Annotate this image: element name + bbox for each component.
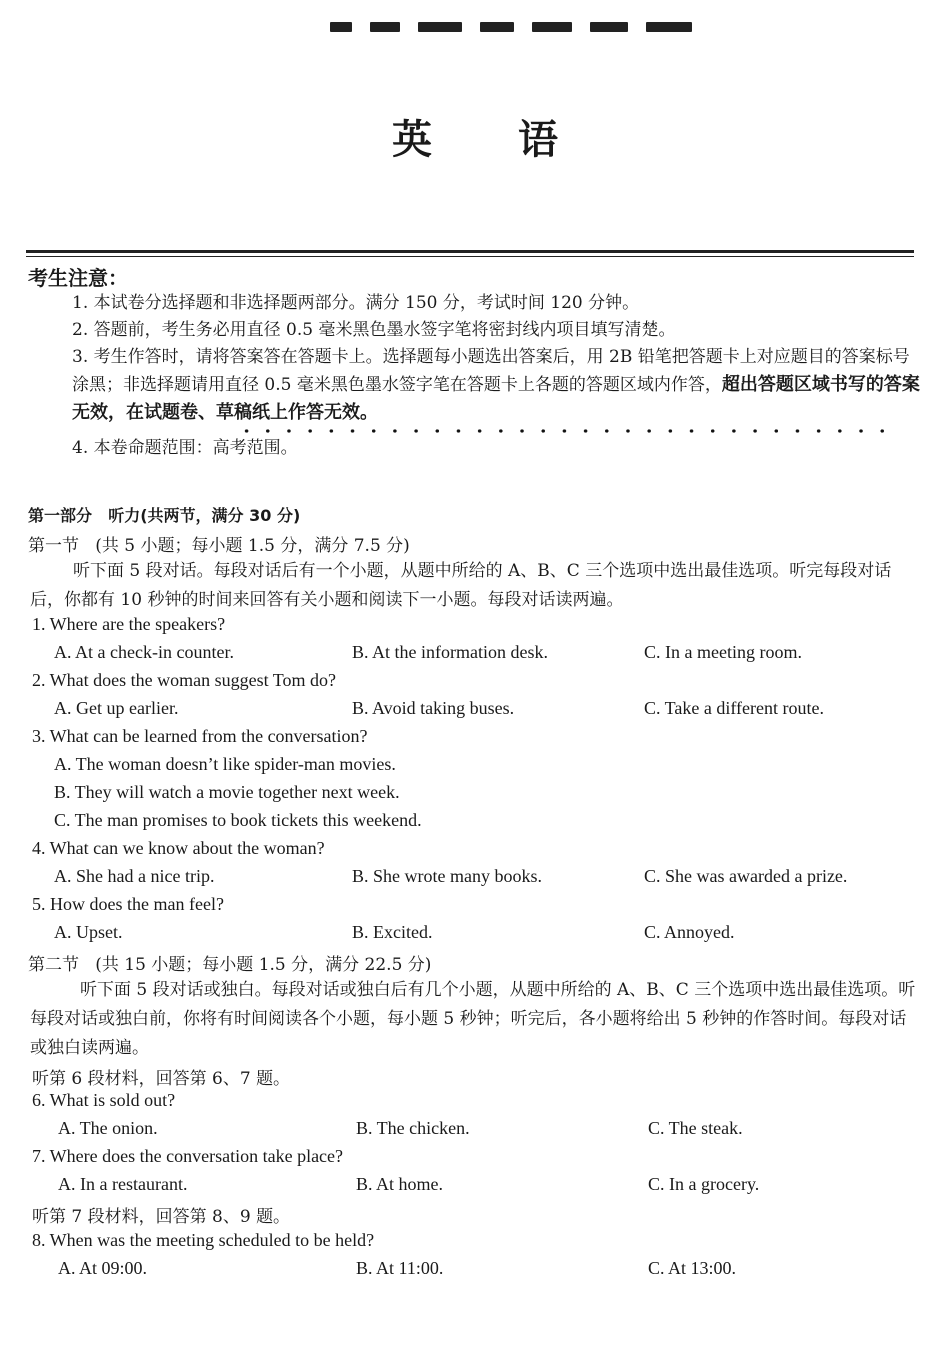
question-3-option-c: C. The man promises to book tickets this weekend. <box>54 810 422 830</box>
question-6-option-b: B. The chicken. <box>356 1118 470 1138</box>
question-stem-5: 5. How does the man feel? <box>32 894 224 914</box>
question-2-option-a: A. Get up earlier. <box>54 698 179 718</box>
question-stem-4: 4. What can we know about the woman? <box>32 838 325 858</box>
material-6-note: 听第 6 段材料，回答第 6、7 题。 <box>32 1069 291 1089</box>
question-7-option-a: A. In a restaurant. <box>58 1174 188 1194</box>
question-5-option-a: A. Upset. <box>54 922 123 942</box>
question-8-option-b: B. At 11:00. <box>356 1258 444 1278</box>
question-8-option-a: A. At 09:00. <box>58 1258 148 1278</box>
notice-item-4: 4. 本卷命题范围：高考范围。 <box>72 438 298 458</box>
question-5-option-b: B. Excited. <box>352 922 433 942</box>
question-1-option-b: B. At the information desk. <box>352 642 548 662</box>
notice-emphasis: 超出答题区域书写的答案无效，在试题卷、草稿纸上作答无效。 <box>72 374 920 423</box>
section1-instructions: 听下面 5 段对话。每段对话后有一个小题，从题中所给的 A、B、C 三个选项中选出最佳选项。听完每段对话后，你都有 10 秒钟的时间来回答有关小题和阅读下一小题。每段对话读两遍。 <box>30 561 892 610</box>
question-1-option-a: A. At a check-in counter. <box>54 642 234 662</box>
question-5-option-c: C. Annoyed. <box>644 922 735 942</box>
question-stem-7: 7. Where does the conversation take place? <box>32 1146 344 1166</box>
question-3-option-b: B. They will watch a movie together next week. <box>54 782 400 802</box>
question-stem-8: 8. When was the meeting scheduled to be held? <box>32 1230 375 1250</box>
page-title: 英 语 <box>392 117 558 163</box>
cropped-exam-header <box>330 22 750 36</box>
question-6-option-a: A. The onion. <box>58 1118 158 1138</box>
section2-instructions: 听下面 5 段对话或独白。每段对话或独白后有几个小题，从题中所给的 A、B、C 三个选项中选出最佳选项。听每段对话或独白前，你将有时间阅读各个小题，每小题 5 秒钟；听完后，各小题将给出 5 秒钟的作答时间。每段对话或独白读两遍。 <box>30 980 916 1058</box>
question-7-option-b: B. At home. <box>356 1174 444 1194</box>
section2-heading: 第二节 (共 15 小题；每小题 1.5 分，满分 22.5 分) <box>28 955 432 975</box>
question-4-option-c: C. She was awarded a prize. <box>644 866 848 886</box>
notice-item-2: 2. 答题前，考生务必用直径 0.5 毫米黑色墨水签字笔将密封线内项目填写清楚。 <box>72 320 676 340</box>
question-stem-6: 6. What is sold out? <box>32 1090 176 1110</box>
notice-heading: 考生注意： <box>28 266 128 290</box>
question-1-option-c: C. In a meeting room. <box>644 642 802 662</box>
question-stem-3: 3. What can be learned from the conversation? <box>32 726 368 746</box>
question-4-option-b: B. She wrote many books. <box>352 866 542 886</box>
question-4-option-a: A. She had a nice trip. <box>54 866 215 886</box>
material-7-note: 听第 7 段材料，回答第 8、9 题。 <box>32 1207 291 1227</box>
emphasis-dots <box>236 428 896 434</box>
question-3-option-a: A. The woman doesn’t like spider-man movies. <box>54 754 396 774</box>
question-8-option-c: C. At 13:00. <box>648 1258 737 1278</box>
notice-item-1: 1. 本试卷分选择题和非选择题两部分。满分 150 分，考试时间 120 分钟。 <box>72 293 640 313</box>
section1-heading: 第一节 (共 5 小题；每小题 1.5 分，满分 7.5 分) <box>28 536 410 556</box>
header-rule-thin <box>26 256 914 257</box>
question-2-option-c: C. Take a different route. <box>644 698 825 718</box>
question-stem-1: 1. Where are the speakers? <box>32 614 226 634</box>
question-stem-2: 2. What does the woman suggest Tom do? <box>32 670 337 690</box>
question-2-option-b: B. Avoid taking buses. <box>352 698 515 718</box>
part1-heading: 第一部分 听力(共两节，满分 30 分) <box>28 506 301 525</box>
question-6-option-c: C. The steak. <box>648 1118 743 1138</box>
notice-item-3: 3. 考生作答时，请将答案答在答题卡上。选择题每小题选出答案后，用 2B 铅笔把答题卡上对应题目的答案标号涂黑；非选择题请用直径 0.5 毫米黑色墨水签字笔在答题卡上各题的答题区域内作答，超出答题区域书写的答案无效，在试题卷、草稿纸上作答无效。 <box>72 347 920 423</box>
header-rule-thick <box>26 250 914 253</box>
question-7-option-c: C. In a grocery. <box>648 1174 760 1194</box>
